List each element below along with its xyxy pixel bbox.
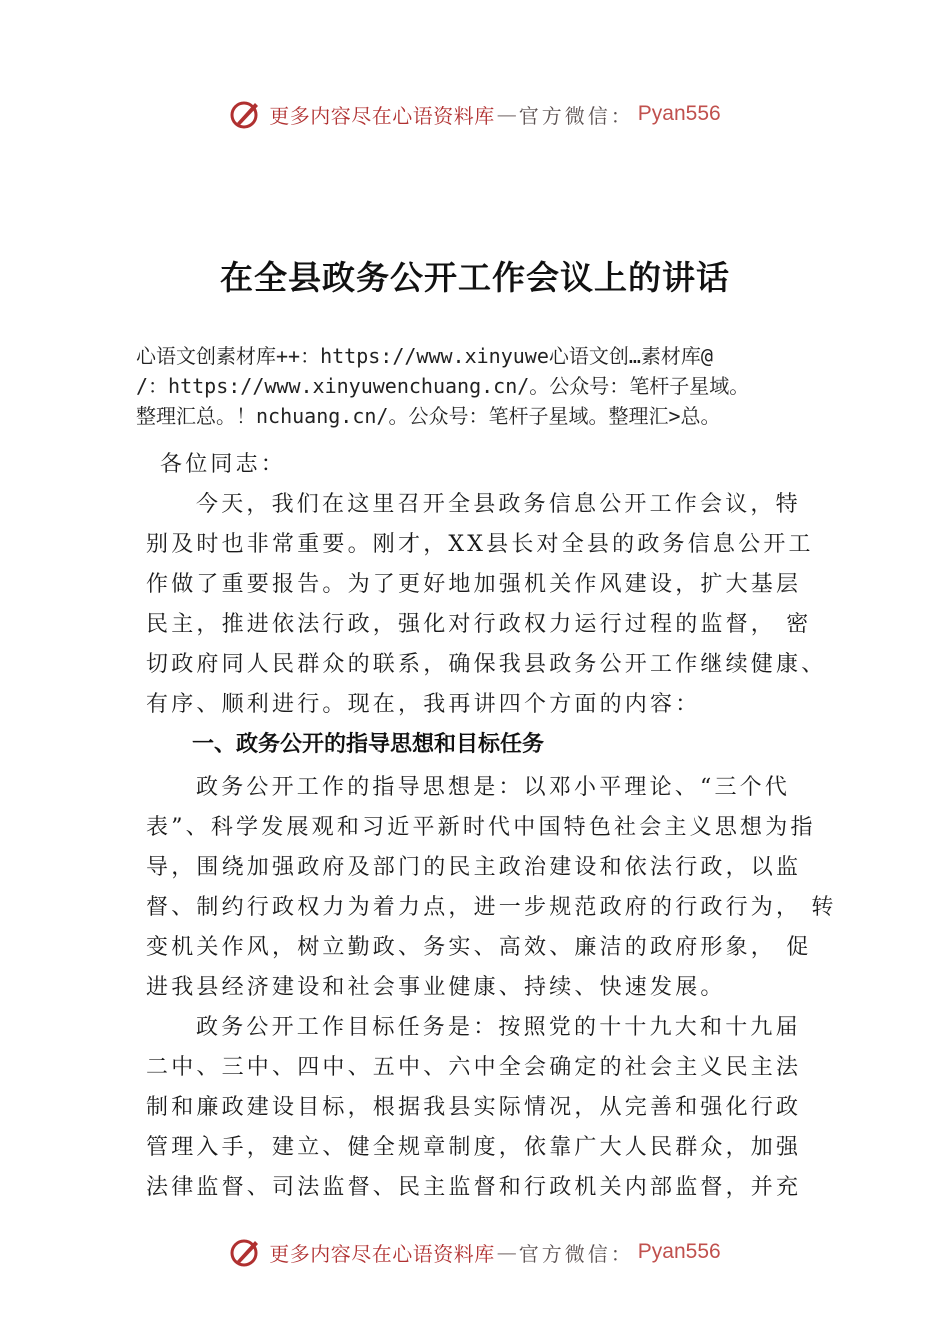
banner-wechat-label: 官方微信： [518, 1241, 634, 1266]
paragraph-line: 政务公开工作目标任务是：按照党的十十九大和十九届 [196, 1015, 801, 1040]
meta-line: 整理汇总。！nchuang.cn/。公众号：笔杆子星域。整理汇>总。 [136, 404, 721, 428]
banner-library-text: 更多内容尽在心语资料库 [269, 103, 495, 128]
paragraph-line: 有序、顺利进行。现在，我再讲四个方面的内容： [146, 692, 701, 717]
paragraph-line: 作做了重要报告。为了更好地加强机关作风建设，扩大基层 [146, 572, 802, 597]
paragraph-line: 政务公开工作的指导思想是：以邓小平理论、“三个代 [196, 775, 791, 800]
section-heading: 一、政务公开的指导思想和目标任务 [192, 732, 545, 757]
paragraph-line: 民主，推进依法行政，强化对行政权力运行过程的监督， 密 [146, 612, 812, 637]
meta-line: /：https://www.xinyuwenchuang.cn/。公众号：笔杆子星域。 [136, 374, 750, 398]
paragraph-line: 二中、三中、四中、五中、六中全会确定的社会主义民主法 [146, 1055, 802, 1080]
paragraph-line: 切政府同人民群众的联系，确保我县政务公开工作继续健康、 [146, 652, 827, 677]
paragraph-line: 督、制约行政权力为着力点，进一步规范政府的行政行为， 转 [146, 895, 837, 920]
quill-logo-icon [229, 1235, 263, 1269]
banner-wechat-id: Pyan556 [637, 102, 721, 125]
quill-logo-icon [229, 97, 263, 131]
banner-dash: — [496, 1240, 517, 1264]
paragraph-line: 进我县经济建设和社会事业健康、持续、快速发展。 [146, 975, 726, 1000]
paragraph-line: 今天，我们在这里召开全县政务信息公开工作会议，特 [196, 492, 801, 517]
banner-wechat-id: Pyan556 [637, 1240, 721, 1263]
paragraph-line: 别及时也非常重要。刚才，XX县长对全县的政务信息公开工 [146, 532, 814, 557]
banner-dash: — [496, 102, 517, 126]
paragraph-line: 法律监督、司法监督、民主监督和行政机关内部监督，并充 [146, 1175, 802, 1200]
footer-banner [0, 1232, 950, 1272]
banner-wechat-label: 官方微信： [518, 103, 634, 128]
greeting: 各位同志： [160, 452, 287, 477]
banner-library-text: 更多内容尽在心语资料库 [269, 1241, 495, 1266]
paragraph-line: 导，围绕加强政府及部门的民主政治建设和依法行政，以监 [146, 855, 802, 880]
paragraph-line: 表”、科学发展观和习近平新时代中国特色社会主义思想为指 [146, 815, 816, 840]
header-banner [0, 94, 950, 134]
meta-line: 心语文创素材库++：https://www.xinyuwe心语文创…素材库@ [136, 344, 713, 368]
paragraph-line: 管理入手，建立、健全规章制度，依靠广大人民群众，加强 [146, 1135, 802, 1160]
paragraph-line: 变机关作风，树立勤政、务实、高效、廉洁的政府形象， 促 [146, 935, 812, 960]
paragraph-line: 制和廉政建设目标，根据我县实际情况，从完善和强化行政 [146, 1095, 802, 1120]
document-title: 在全县政务公开工作会议上的讲话 [220, 258, 730, 297]
